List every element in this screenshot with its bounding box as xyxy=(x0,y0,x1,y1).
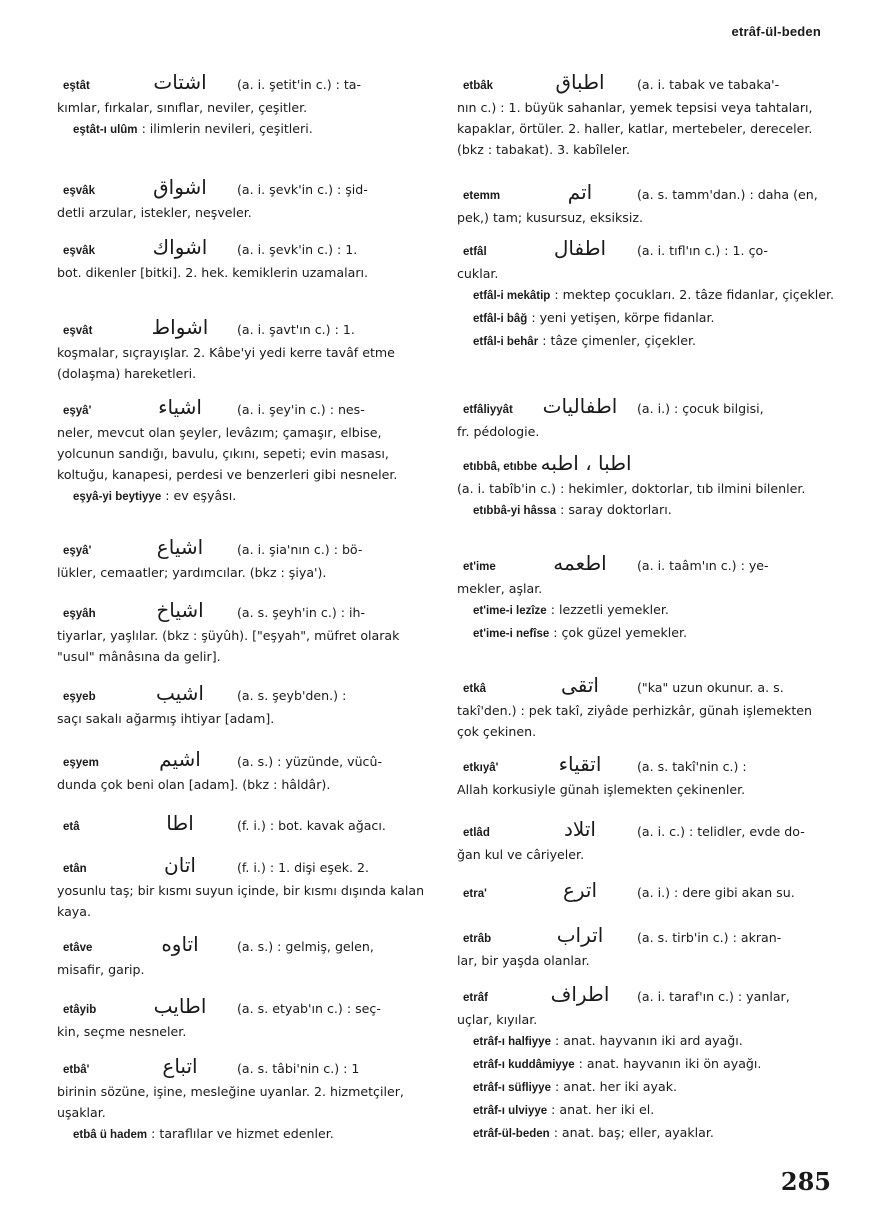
entry-headline xyxy=(457,925,837,950)
entry-headword: etkıyâ' xyxy=(463,762,499,774)
sub-entry-headword: etbâ ü hadem xyxy=(73,1129,148,1141)
entry-definition: saçı sakalı ağarmış ihtiyar [adam]. xyxy=(57,711,275,726)
entry-arabic-script: اشتات xyxy=(153,70,207,94)
dictionary-entry xyxy=(457,553,837,645)
sub-entry-definition: : çok güzel yemekler. xyxy=(553,625,688,640)
entry-headline xyxy=(457,238,837,263)
entry-headline xyxy=(57,855,435,880)
entry-grammar: (a. s. etyab'ın c.) : seç- xyxy=(237,1001,381,1016)
entry-grammar: (a. i. şey'in c.) : nes- xyxy=(237,402,365,417)
dictionary-entry xyxy=(57,600,435,667)
dictionary-entry xyxy=(457,182,837,228)
entry-arabic-script: اطعمه xyxy=(553,551,607,575)
entry-arabic-script: اطا xyxy=(166,811,194,835)
entry-headword: etfâliyyât xyxy=(463,404,513,416)
entry-grammar: (f. i.) : bot. kavak ağacı. xyxy=(237,818,386,833)
entry-headline xyxy=(457,553,837,578)
entry-arabic-script: اطباق xyxy=(555,70,605,94)
entry-arabic-script: اتان xyxy=(164,853,196,877)
dictionary-entry xyxy=(457,984,837,1145)
entry-headword: etlâd xyxy=(463,827,490,839)
dictionary-entry xyxy=(57,813,435,838)
entry-headline xyxy=(457,819,837,844)
entry-definition: Allah korkusiyle günah işlemekten çekinenler. xyxy=(457,782,746,797)
entry-headline xyxy=(57,683,435,708)
dictionary-entry xyxy=(57,996,435,1042)
entry-arabic-script: اتقى xyxy=(561,673,599,697)
entry-grammar: (a. i. şevk'in c.) : 1. xyxy=(237,242,358,257)
sub-entry-headword: etrâf-ül-beden xyxy=(473,1128,550,1140)
entry-grammar: (a. i. şavt'ın c.) : 1. xyxy=(237,322,355,337)
entry-headline xyxy=(57,537,435,562)
sub-entry xyxy=(457,1122,837,1145)
sub-entry xyxy=(457,1030,837,1053)
dictionary-entry xyxy=(57,397,435,508)
sub-entry-headword: etrâf-ı ulviyye xyxy=(473,1105,548,1117)
sub-entry-definition: : anat. hayvanın iki ard ayağı. xyxy=(555,1033,743,1048)
entry-headline xyxy=(57,996,435,1021)
entry-headline xyxy=(57,1056,435,1081)
entry-headword: eşyem xyxy=(63,757,99,769)
entry-grammar: (f. i.) : 1. dişi eşek. 2. xyxy=(237,860,370,875)
entry-headline xyxy=(457,396,837,421)
entry-definition: neler, mevcut olan şeyler, levâzım; çamaşır, elbise, yolcunun sandığı, bavulu, çıkını, sepeti; evin masası, koltuğu, kanapesi, perdesi ve benzerleri gibi nesneler. xyxy=(57,425,398,482)
dictionary-entry xyxy=(57,177,435,223)
sub-entry-definition: : anat. baş; eller, ayaklar. xyxy=(553,1125,714,1140)
sub-entry-headword: etfâl-i behâr xyxy=(473,336,539,348)
entry-headline xyxy=(457,675,837,700)
sub-entry-definition: : ilimlerin nevileri, çeşitleri. xyxy=(141,121,313,136)
dictionary-entry xyxy=(457,880,837,905)
entry-grammar: (a. i. c.) : telidler, evde do- xyxy=(637,824,805,839)
dictionary-entry xyxy=(457,238,837,353)
entry-definition: dunda çok beni olan [adam]. (bkz : hâldâr). xyxy=(57,777,331,792)
dictionary-entry xyxy=(57,683,435,729)
sub-entry xyxy=(57,1123,435,1146)
entry-headword: eşyâ' xyxy=(63,545,92,557)
dictionary-entry xyxy=(57,749,435,795)
entry-headline xyxy=(57,813,435,838)
entry-headword: etâve xyxy=(63,942,93,954)
entry-definition: bot. dikenler [bitki]. 2. hek. kemiklerin uzamaları. xyxy=(57,265,368,280)
entry-headword: eşyâ' xyxy=(63,405,92,417)
entry-arabic-script: اطبا ، اطبه xyxy=(540,451,632,475)
dictionary-entry xyxy=(57,934,435,980)
dictionary-entry xyxy=(457,72,837,160)
dictionary-entry xyxy=(457,754,837,800)
entry-headword: eşvâk xyxy=(63,245,95,257)
dictionary-entry xyxy=(57,72,435,141)
entry-arabic-script: اشيب xyxy=(156,681,204,705)
entry-headline xyxy=(57,600,435,625)
entry-headword: etâyib xyxy=(63,1004,97,1016)
entry-arabic-script: اطراف xyxy=(550,982,610,1006)
entry-arabic-script: اشياء xyxy=(158,395,202,419)
sub-entry-definition: : mektep çocukları. 2. tâze fidanlar, çiçekler. xyxy=(554,287,835,302)
entry-arabic-script: اتاوه xyxy=(161,932,199,956)
entry-definition: cuklar. xyxy=(457,266,499,281)
entry-headword: eşyâh xyxy=(63,608,96,620)
entry-definition: lükler, cemaatler; yardımcılar. (bkz : şiya'). xyxy=(57,565,327,580)
entry-headline xyxy=(57,72,435,97)
page-number: 285 xyxy=(780,1167,831,1196)
dictionary-entry xyxy=(457,925,837,971)
entry-grammar: (a. s. şeyh'in c.) : ih- xyxy=(237,605,366,620)
sub-entry-headword: eştât-ı ulûm xyxy=(73,124,138,136)
sub-entry xyxy=(457,1099,837,1122)
entry-definition: pek,) tam; kusursuz, eksiksiz. xyxy=(457,210,643,225)
entry-arabic-script: اطفاليات xyxy=(542,394,618,418)
entry-arabic-script: اترع xyxy=(562,878,598,902)
entry-headword: eşvât xyxy=(63,325,93,337)
entry-headline xyxy=(57,317,435,342)
entry-grammar: (a. s.) : yüzünde, vücû- xyxy=(237,754,383,769)
entry-arabic-script: اشياخ xyxy=(156,598,204,622)
sub-entry-definition: : anat. her iki ayak. xyxy=(555,1079,677,1094)
entry-headword: etra' xyxy=(463,888,487,900)
entry-definition: lar, bir yaşda olanlar. xyxy=(457,953,590,968)
sub-entry xyxy=(57,118,435,141)
sub-entry-definition: : yeni yetişen, körpe fidanlar. xyxy=(531,310,715,325)
entry-headword: etemm xyxy=(463,190,501,202)
sub-entry xyxy=(457,1076,837,1099)
entry-grammar: (a. s. takî'nin c.) : xyxy=(637,759,747,774)
sub-entry-definition: : ev eşyâsı. xyxy=(165,488,237,503)
entry-arabic-script: اتباع xyxy=(162,1054,198,1078)
entry-headword: etâ xyxy=(63,821,80,833)
sub-entry-headword: etfâl-i bâğ xyxy=(473,313,528,325)
entry-grammar: (a. s. tamm'dan.) : daha (en, xyxy=(637,187,818,202)
entry-headword: etfâl xyxy=(463,246,487,258)
entry-headword: etân xyxy=(63,863,87,875)
entry-definition: fr. pédologie. xyxy=(457,424,540,439)
dictionary-entry xyxy=(57,855,435,922)
entry-headline xyxy=(57,397,435,422)
sub-entry xyxy=(457,499,837,522)
entry-headline xyxy=(57,237,435,262)
sub-entry xyxy=(57,485,435,508)
entry-arabic-script: اطفال xyxy=(553,236,607,260)
entry-arabic-script: اشياع xyxy=(156,535,204,559)
sub-entry-headword: etıbbâ-yi hâssa xyxy=(473,505,557,517)
entry-arabic-script: اطايب xyxy=(153,994,207,1018)
entry-grammar: (a. i. taâm'ın c.) : ye- xyxy=(637,558,769,573)
sub-entry-headword: et'ime-i lezîze xyxy=(473,605,547,617)
entry-grammar: (a. s.) : gelmiş, gelen, xyxy=(237,939,374,954)
entry-headword: etkâ xyxy=(463,683,487,695)
dictionary-entry xyxy=(457,396,837,442)
entry-headline xyxy=(57,934,435,959)
entry-arabic-script: اشواك xyxy=(152,235,208,259)
entry-definition: birinin sözüne, işine, mesleğine uyanlar. 2. hizmetçiler, uşaklar. xyxy=(57,1084,404,1120)
running-head: etrâf-ül-beden xyxy=(731,24,821,39)
entry-definition: ğan kul ve câriyeler. xyxy=(457,847,585,862)
entry-grammar: (a. i. şevk'in c.) : şid- xyxy=(237,182,368,197)
entry-definition: kımlar, fırkalar, sınıflar, neviler, çeşitler. xyxy=(57,100,308,115)
sub-entry-definition: : anat. her iki el. xyxy=(551,1102,655,1117)
entry-grammar: (a. i. tıfl'ın c.) : 1. ço- xyxy=(637,243,768,258)
entry-headword: eşyeb xyxy=(63,691,96,703)
entry-grammar: (a. i. şetit'in c.) : ta- xyxy=(237,77,362,92)
entry-definition: detli arzular, istekler, neşveler. xyxy=(57,205,252,220)
entry-arabic-script: اشواق xyxy=(153,175,207,199)
sub-entry xyxy=(457,1053,837,1076)
entry-headword: eştât xyxy=(63,80,90,92)
entry-headline xyxy=(457,72,837,97)
sub-entry-headword: etrâf-ı halfiyye xyxy=(473,1036,551,1048)
sub-entry-headword: etfâl-i mekâtip xyxy=(473,290,551,302)
dictionary-entry xyxy=(57,237,435,283)
entry-grammar: (a. i. şia'nın c.) : bö- xyxy=(237,542,363,557)
sub-entry xyxy=(457,330,837,353)
sub-entry-definition: : lezzetli yemekler. xyxy=(550,602,669,617)
dictionary-entry xyxy=(457,819,837,865)
dictionary-entry xyxy=(457,453,837,522)
sub-entry-definition: : tâze çimenler, çiçekler. xyxy=(542,333,696,348)
sub-entry-headword: et'ime-i nefîse xyxy=(473,628,550,640)
entry-headword: etbâk xyxy=(463,80,494,92)
entry-headword: etrâb xyxy=(463,933,492,945)
sub-entry xyxy=(457,307,837,330)
entry-headline xyxy=(57,749,435,774)
entry-definition: nın c.) : 1. büyük sahanlar, yemek tepsisi veya tahtaları, kapaklar, örtüler. 2. haller, katlar, mertebeler, dereceler. (bkz : tabakat). 3. kabîleler. xyxy=(457,100,813,157)
entry-headword: eşvâk xyxy=(63,185,95,197)
sub-entry-definition: : saray doktorları. xyxy=(560,502,672,517)
sub-entry xyxy=(457,284,837,307)
entry-headline xyxy=(457,880,837,905)
entry-definition: yosunlu taş; bir kısmı suyun içinde, bir kısmı dışında kalan kaya. xyxy=(57,883,425,919)
entry-headword: etrâf xyxy=(463,992,488,1004)
entry-definition: misafir, garip. xyxy=(57,962,145,977)
entry-headword: etıbbâ, etıbbe xyxy=(463,461,538,473)
entry-definition: takî'den.) : pek takî, ziyâde perhizkâr, günah işlemekten çok çekinen. xyxy=(457,703,813,739)
entry-arabic-script: اتقياء xyxy=(558,752,602,776)
entry-grammar: (a. s. şeyb'den.) : xyxy=(237,688,347,703)
entry-grammar: (a. i.) : dere gibi akan su. xyxy=(637,885,795,900)
sub-entry xyxy=(457,622,837,645)
sub-entry-definition: : taraflılar ve hizmet edenler. xyxy=(151,1126,334,1141)
dictionary-entry xyxy=(457,675,837,742)
entry-definition: (a. i. tabîb'in c.) : hekimler, doktorlar, tıb ilmini bilenler. xyxy=(457,481,806,496)
sub-entry-headword: etrâf-ı süfliyye xyxy=(473,1082,551,1094)
entry-headline xyxy=(457,984,837,1009)
entry-headline xyxy=(457,453,837,478)
entry-grammar: (a. s. tâbi'nin c.) : 1 xyxy=(237,1061,360,1076)
entry-grammar: (a. i.) : çocuk bilgisi, xyxy=(637,401,764,416)
entry-grammar: (a. i. taraf'ın c.) : yanlar, xyxy=(637,989,790,1004)
sub-entry-headword: etrâf-ı kuddâmiyye xyxy=(473,1059,575,1071)
entry-headword: et'ime xyxy=(463,561,496,573)
entry-definition: kin, seçme nesneler. xyxy=(57,1024,187,1039)
entry-headline xyxy=(57,177,435,202)
sub-entry-definition: : anat. hayvanın iki ön ayağı. xyxy=(578,1056,762,1071)
entry-definition: mekler, aşlar. xyxy=(457,581,543,596)
entry-arabic-script: اتلاد xyxy=(564,817,596,841)
sub-entry-headword: eşyâ-yi beytiyye xyxy=(73,491,162,503)
entry-arabic-script: اتراب xyxy=(556,923,604,947)
entry-arabic-script: اشواط xyxy=(151,315,209,339)
entry-arabic-script: اشيم xyxy=(159,747,201,771)
entry-definition: koşmalar, sıçrayışlar. 2. Kâbe'yi yedi kerre tavâf etme (dolaşma) hareketleri. xyxy=(57,345,395,381)
entry-headword: etbâ' xyxy=(63,1064,90,1076)
entry-arabic-script: اتم xyxy=(567,180,593,204)
entry-definition: uçlar, kıyılar. xyxy=(457,1012,538,1027)
entry-grammar: ("ka" uzun okunur. a. s. xyxy=(637,680,784,695)
dictionary-entry xyxy=(57,317,435,384)
dictionary-entry xyxy=(57,1056,435,1146)
entry-grammar: (a. s. tirb'in c.) : akran- xyxy=(637,930,782,945)
entry-headline xyxy=(457,182,837,207)
entry-grammar: (a. i. tabak ve tabaka'- xyxy=(637,77,780,92)
sub-entry xyxy=(457,599,837,622)
dictionary-entry xyxy=(57,537,435,583)
entry-definition: tiyarlar, yaşlılar. (bkz : şüyûh). ["eşyah", müfret olarak "usul" mânâsına da gelir]. xyxy=(57,628,400,664)
entry-headline xyxy=(457,754,837,779)
